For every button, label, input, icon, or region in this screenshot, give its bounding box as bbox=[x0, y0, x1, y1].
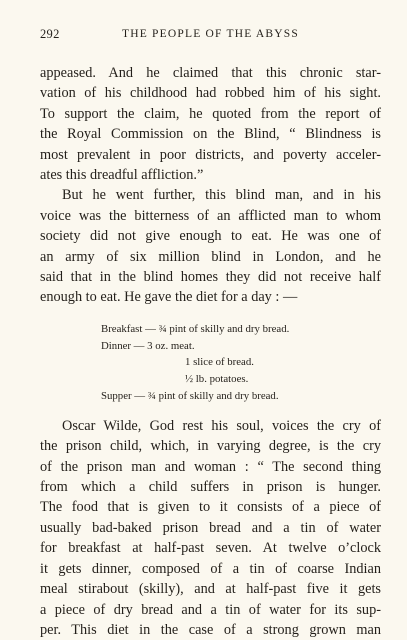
paragraph-starvation-claim bbox=[40, 63, 381, 185]
paragraph-oscar-wilde bbox=[40, 416, 381, 640]
text-line: of the prison man and woman : “ The second thing bbox=[40, 458, 381, 475]
text-line: ates this dreadful affliction.” bbox=[40, 167, 204, 184]
text-line: said that in the blind homes they did not receive half bbox=[40, 269, 381, 286]
page-header bbox=[40, 27, 381, 45]
diet-dinner-bread: 1 slice of bread. bbox=[185, 356, 254, 369]
text-line: per. This diet in the case of a strong grown man bbox=[40, 621, 381, 638]
text-line: To support the claim, he quoted from the report of bbox=[40, 105, 381, 122]
text-line: society did not give enough to eat. He was one of bbox=[40, 228, 381, 245]
text-line: voice was the bitterness of an afflicted man to whom bbox=[40, 207, 381, 224]
page-number: 292 bbox=[40, 27, 60, 41]
text-line: a piece of dry bread and a tin of water for its sup- bbox=[40, 601, 381, 618]
text-line: for breakfast at half-past seven. At twelve o’clock bbox=[40, 540, 381, 557]
text-line: Oscar Wilde, God rest his soul, voices the cry of bbox=[62, 417, 381, 434]
body-text bbox=[40, 63, 381, 640]
text-line: vation of his childhood had robbed him of his sight. bbox=[40, 85, 381, 102]
text-line: The food that is given to it consists of a piece of bbox=[40, 499, 381, 516]
text-line: appeased. And he claimed that this chronic star- bbox=[40, 65, 381, 81]
text-line: the Royal Commission on the Blind, “ Blindness is bbox=[40, 126, 381, 143]
diet-dinner-potatoes: ½ lb. potatoes. bbox=[185, 373, 249, 386]
text-line: it gets dinner, composed of a tin of coarse Indian bbox=[40, 560, 381, 577]
text-line: meal stirabout (skilly), and at half-past five it gets bbox=[40, 581, 381, 598]
diet-dinner: Dinner — 3 oz. meat. bbox=[101, 339, 195, 352]
text-line: But he went further, this blind man, and in his bbox=[62, 187, 381, 204]
running-title: THE PEOPLE OF THE ABYSS bbox=[122, 28, 299, 40]
text-line: usually bad-baked prison bread and a tin of water bbox=[40, 519, 381, 536]
diet-breakfast: Breakfast — ¾ pint of skilly and dry bread. bbox=[101, 322, 290, 335]
text-line: from which a child suffers in prison is hunger. bbox=[40, 479, 381, 496]
paragraph-blind-homes bbox=[40, 185, 381, 307]
text-line: most prevalent in poor districts, and poverty acceler- bbox=[40, 146, 381, 163]
diet-supper: Supper — ¾ pint of skilly and dry bread. bbox=[101, 390, 279, 403]
diet-list bbox=[40, 321, 381, 405]
text-line: the prison child, which, in varying degree, is the cry bbox=[40, 438, 381, 455]
text-line: enough to eat. He gave the diet for a day : — bbox=[40, 289, 298, 306]
text-line: an army of six million blind in London, and he bbox=[40, 248, 381, 265]
